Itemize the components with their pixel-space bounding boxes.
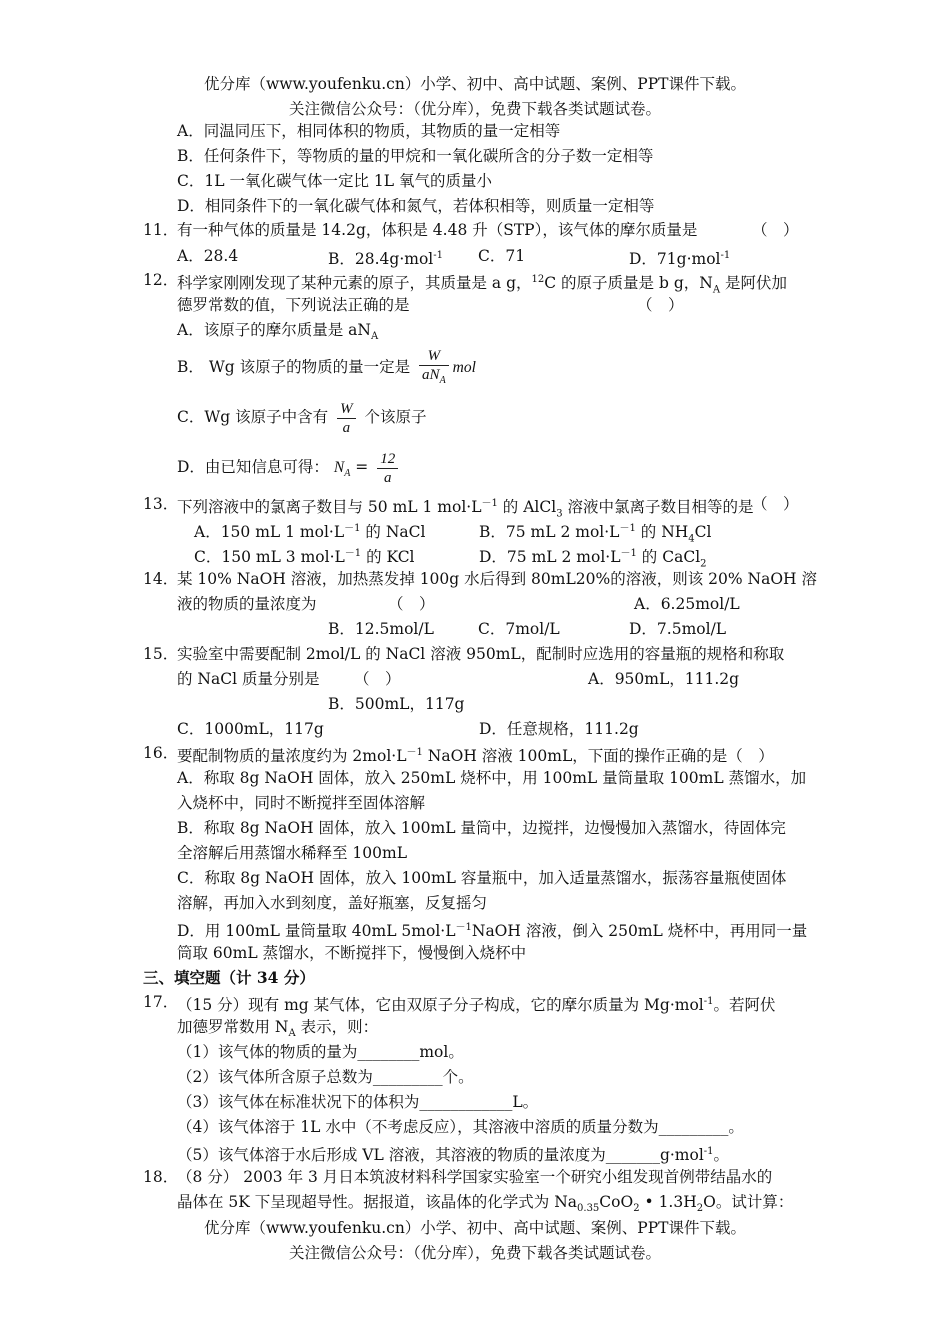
q12-stem-line-2: 德罗常数的值，下列说法正确的是 — [177, 296, 410, 314]
header-line-1: 优分库（www.youfenku.cn）小学、初中、高中试题、案例、PPT课件下载。 — [203, 75, 747, 93]
q16-stem: 要配制物质的量浓度约为 $2mol\cdot L^{-1}$ NaOH 溶液 100mL，下面的操作正确的是（ ） — [177, 747, 774, 766]
q14-number: 14． — [143, 570, 179, 588]
q14-option-b: B．12.5mol/L — [328, 620, 434, 638]
q15-stem-line-2: 的 NaCl 质量分别是 — [177, 670, 320, 688]
q12-stem-line-1: 科学家刚刚发现了某种元素的原子，其质量是 a g，$^{12}$C 的原子质量是 b g，$N_A$ 是阿伏加 — [177, 274, 787, 296]
q14-stem-line-2: 液的物质的量浓度为 — [177, 595, 317, 613]
q11-stem: 有一种气体的质量是 14.2g，体积是 4.48 升（STP），该气体的摩尔质量是 — [177, 221, 698, 239]
q12-option-d: D．由已知信息可得： $N_A$ = $\frac{12}{a}$ — [177, 446, 402, 495]
q15-stem-line-1: 实验室中需要配制 2mol/L 的 NaCl 溶液 950mL，配制时应选用的容量瓶的规格和称取 — [177, 645, 785, 663]
q14-option-d: D．7.5mol/L — [629, 620, 727, 638]
q12-answer-paren: （ ） — [637, 296, 684, 314]
q17-part-5: （5）该气体溶于水后形成 VL 溶液，其溶液的物质的量浓度为_______g·mol$^{-1}$。 — [177, 1146, 730, 1165]
q17-stem-line-1: （15 分）现有 mg 某气体，它由双原子分子构成，它的摩尔质量为 Mg·mol$^{-1}$。若阿伏 — [177, 996, 776, 1015]
q11-option-d: D．71g·mol$^{-1}$ — [629, 250, 731, 269]
q16-option-c-line-2: 溶解，再加入水到刻度，盖好瓶塞，反复摇匀 — [177, 894, 488, 912]
q14-answer-paren: （ ） — [388, 595, 435, 613]
q11-option-a: A．28.4 — [177, 247, 239, 265]
q16-option-a-line-2: 入烧杯中，同时不断搅拌至固体溶解 — [177, 794, 426, 812]
q13-option-c: C．150 mL 3 $mol\cdot L^{-1}$ 的 KCl — [194, 548, 415, 567]
q11-option-b: B．28.4g·mol$^{-1}$ — [328, 250, 443, 269]
footer-line-2: 关注微信公众号：（优分库），免费下载各类试题试卷。 — [288, 1244, 661, 1262]
q17-part-1: （1）该气体的物质的量为________mol。 — [177, 1043, 464, 1061]
q13-option-b: B．75 mL 2 $mol\cdot L^{-1}$ 的 $NH_4Cl$ — [479, 523, 712, 545]
q13-number: 13． — [143, 495, 179, 513]
q15-option-a: A．950mL，111.2g — [588, 670, 740, 688]
q11-option-c: C．71 — [478, 247, 526, 265]
q15-answer-paren: （ ） — [354, 670, 401, 688]
q16-option-b-line-2: 全溶解后用蒸馏水稀释至 100mL — [177, 844, 408, 862]
q16-option-a-line-1: A．称取 8g NaOH 固体，放入 250mL 烧杯中，用 100mL 量筒量取 100mL 蒸馏水，加 — [177, 769, 807, 787]
q17-part-4: （4）该气体溶于 1L 水中（不考虑反应），其溶液中溶质的质量分数为_________。 — [177, 1118, 744, 1136]
q12-option-c: C．Wg 该原子中含有 $\frac{W}{a}$ 个该原子 — [177, 400, 427, 436]
q17-number: 17． — [143, 993, 179, 1011]
q15-option-c: C．1000mL，117g — [177, 720, 324, 738]
q14-stem-line-1: 某 10% NaOH 溶液，加热蒸发掉 100g 水后得到 80mL20%的溶液，则该 20% NaOH 溶 — [177, 570, 817, 588]
q10-option-a: A．同温同压下，相同体积的物质，其物质的量一定相等 — [177, 122, 561, 140]
q12-option-b: B． Wg 该原子的物质的量一定是 $\frac{W}{aN_A}$ mol — [177, 346, 476, 390]
q13-option-d: D．75 mL 2 $mol\cdot L^{-1}$ 的 CaCl$_2$ — [479, 548, 707, 570]
q15-option-d: D．任意规格，111.2g — [479, 720, 639, 738]
q17-part-2: （2）该气体所含原子总数为_________个。 — [177, 1068, 474, 1086]
q12-option-c-fraction: $\frac{W}{a}$ — [337, 400, 356, 437]
q18-stem-line-2: 晶体在 5K 下呈现超导性。据报道，该晶体的化学式为 $Na_{0.35}CoO_2$ • $1.3H_2O$。试计算： — [177, 1193, 794, 1215]
q13-option-a: A．150 mL 1 $mol\cdot L^{-1}$ 的 NaCl — [194, 523, 426, 542]
q18-stem-line-1: （8 分） 2003 年 3 月日本筑波材料科学国家实验室一个研究小组发现首例带结晶水的 — [177, 1168, 773, 1186]
q10-option-b: B．任何条件下，等物质的量的甲烷和一氧化碳所含的分子数一定相等 — [177, 147, 654, 165]
q14-option-c: C．7mol/L — [478, 620, 560, 638]
footer-line-1: 优分库（www.youfenku.cn）小学、初中、高中试题、案例、PPT课件下载。 — [203, 1219, 747, 1237]
q16-number: 16． — [143, 744, 179, 762]
header-line-2: 关注微信公众号：（优分库），免费下载各类试题试卷。 — [288, 100, 661, 118]
q10-option-c: C．1L 一氧化碳气体一定比 1L 氧气的质量小 — [177, 172, 492, 190]
q15-option-b: B．500mL，117g — [328, 695, 465, 713]
q14-option-a: A．6.25mol/L — [634, 595, 740, 613]
q18-number: 18． — [143, 1168, 179, 1186]
q13-answer-paren: （ ） — [752, 495, 799, 513]
q16-option-b-line-1: B．称取 8g NaOH 固体，放入 100mL 量筒中，边搅拌，边慢慢加入蒸馏水，待固体完 — [177, 819, 786, 837]
q10-option-d: D．相同条件下的一氧化碳气体和氮气，若体积相等，则质量一定相等 — [177, 197, 655, 215]
q11-answer-paren: （ ） — [752, 221, 799, 239]
q12-option-a: A．该原子的摩尔质量是 $aN_A$ — [177, 321, 379, 343]
q17-part-3: （3）该气体在标准状况下的体积为____________L。 — [177, 1093, 539, 1111]
q15-number: 15． — [143, 645, 179, 663]
q16-option-d-line-1: D．用 100mL 量筒量取 40mL $5mol\cdot L^{-1}NaOH$ 溶液，倒入 250mL 烧杯中，再用同一量 — [177, 922, 808, 941]
q12-number: 12． — [143, 271, 179, 289]
q17-stem-line-2: 加德罗常数用 $N_A$ 表示，则： — [177, 1018, 379, 1040]
q16-option-d-line-2: 筒取 60mL 蒸馏水，不断搅拌下，慢慢倒入烧杯中 — [177, 944, 527, 962]
section-3-heading: 三、填空题（计 34 分） — [143, 968, 315, 987]
q13-stem: 下列溶液中的氯离子数目与 50 mL 1 $mol\cdot L^{-1}$ 的 AlCl$_3$ 溶液中氯离子数目相等的是 — [177, 498, 754, 520]
q12-option-b-fraction: $\frac{W}{aN_A}$ — [419, 347, 449, 390]
q11-number: 11． — [143, 221, 179, 239]
q16-option-c-line-1: C．称取 8g NaOH 固体，放入 100mL 容量瓶中，加入适量蒸馏水，振荡容量瓶使固体 — [177, 869, 787, 887]
q12-option-d-fraction: $\frac{12}{a}$ — [377, 450, 398, 487]
